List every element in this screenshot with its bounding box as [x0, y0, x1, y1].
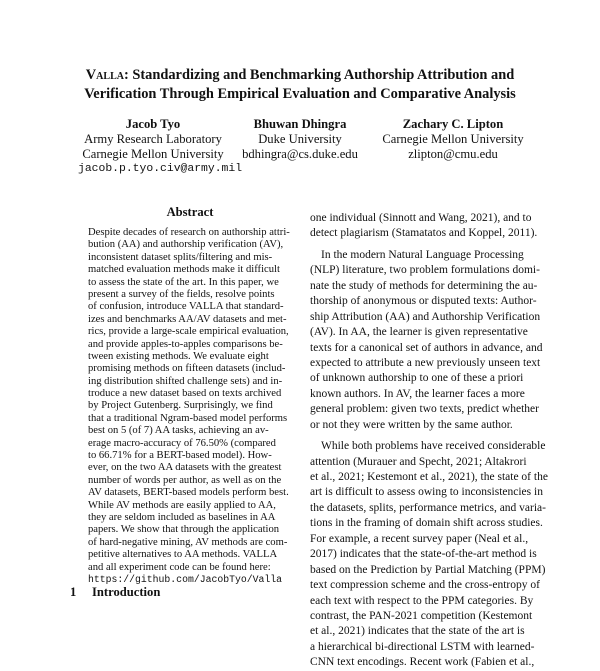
paragraph-line: (AV). In AA, the learner is given representative: [310, 326, 528, 339]
abstract-line: matched evaluation methods make it difficult: [88, 264, 280, 276]
paragraph-line: attention (Murauer and Specht, 2021; Altakrori: [310, 455, 527, 468]
paragraph-line: of unknown authorship to one of these a priori: [310, 372, 524, 385]
abstract-line: that a traditional Ngram-based model performs: [88, 412, 288, 424]
author-1: [78, 117, 243, 177]
paragraph-line: et al., 2021) indicates that the state of the art is: [310, 625, 525, 638]
paragraph-line: based on the Prediction by Partial Matching (PPM): [310, 563, 546, 576]
abstract-line: and all experiment code can be found here:: [88, 561, 271, 573]
paragraph-line: one individual (Sinnott and Wang, 2021), and to: [310, 212, 532, 224]
paragraph: [310, 248, 543, 433]
paragraph-line: text compression scheme and the cross-entropy of: [310, 579, 540, 592]
paper-title: [50, 66, 550, 104]
abstract-line: izes and benchmarks AA/AV datasets and met-: [88, 313, 287, 325]
abstract-line: and provide apples-to-apples comparisons be-: [88, 338, 283, 350]
title-line-1: [50, 66, 550, 85]
paragraph-line: detect plagiarism (Stamatatos and Koppel, 2011).: [310, 227, 538, 240]
title-system-name: Valla: [85, 67, 124, 83]
section-number: 1: [70, 585, 77, 599]
paragraph-line: For example, a recent survey paper (Neal et al.,: [310, 532, 529, 545]
paragraph-line: each text with respect to the PPM categories. By: [310, 594, 534, 607]
abstract-line: present a survey of the fields, resolve points: [88, 288, 275, 300]
abstract-line: bution (AA) and authorship verification (AV),: [88, 239, 284, 251]
paragraph-line: expected to attribute a new previously unseen text: [310, 356, 541, 369]
abstract-line: best on 5 (of 7) AA tasks, achieving an av-: [88, 425, 269, 437]
paragraph-line: nate the study of methods for determining the au-: [310, 279, 538, 292]
paragraph-line: (NLP) literature, two problem formulations domi-: [310, 264, 540, 277]
abstract-link[interactable]: https://github.com/JacobTyo/Valla: [88, 573, 283, 585]
abstract-line: rics, provide a large-scale empirical evaluation,: [88, 326, 289, 338]
section-heading: [70, 585, 160, 600]
abstract-line: While AV methods are easily applied to AA,: [88, 499, 276, 511]
author-affiliation: Duke University: [258, 132, 342, 146]
abstract-line: number of words per author, as well as on the: [88, 474, 282, 486]
author-email: bdhingra@cs.duke.edu: [242, 147, 358, 161]
paragraph-line: In the modern Natural Language Processing: [321, 248, 524, 261]
author-affiliation: Carnegie Mellon University: [382, 132, 524, 146]
abstract-body: [88, 227, 288, 586]
section-title: Introduction: [92, 585, 161, 599]
abstract-line: to 66.71% for a BERT-based model). How-: [88, 450, 272, 462]
author-3: [372, 117, 534, 162]
abstract-line: Despite decades of research on authorship attri-: [88, 227, 290, 238]
abstract-line: inconsistent dataset splits/filtering and mis-: [88, 251, 273, 263]
author-name: Jacob Tyo: [125, 117, 181, 131]
paragraph-line: CNN text encodings. Recent work (Fabien et al.,: [310, 656, 535, 669]
paragraph-line: ship Attribution (AA) and Authorship Verification: [310, 310, 541, 323]
abstract-line: ing distribution shifted challenge sets) and in-: [88, 375, 283, 387]
paragraph-line: thorship of anonymous or disputed texts: Author-: [310, 295, 537, 308]
abstract-line: of confusion, introduce VALLA that standard-: [88, 301, 284, 313]
author-2: [228, 117, 372, 162]
intro-body: [310, 211, 548, 671]
abstract-line: AV datasets, BERT-based models perform best.: [88, 487, 289, 499]
abstract-line: by Project Gutenberg. Surprisingly, we find: [88, 400, 273, 412]
paragraph-line: While both problems have received considerable: [321, 440, 546, 453]
abstract-line: ever, on the two AA datasets with the greatest: [88, 462, 282, 474]
paragraph: [310, 439, 548, 671]
paragraph-line: et al., 2021; Kestemont et al., 2021), the state of the: [310, 471, 548, 483]
abstract-line: papers. We show that through the application: [88, 524, 280, 536]
paragraph-line: or not they were written by the same author.: [310, 418, 513, 431]
author-email: jacob.p.tyo.civ@army.mil: [78, 163, 243, 175]
paragraph-line: tions in the framing of domain shift across studies.: [310, 517, 543, 530]
abstract-heading: Abstract: [166, 205, 214, 219]
author-name: Zachary C. Lipton: [402, 117, 504, 131]
author-affiliation: Army Research Laboratory: [84, 132, 222, 146]
paragraph: [310, 211, 538, 242]
abstract-line: of hard-negative mining, AV methods are com-: [88, 536, 288, 548]
author-email: zlipton@cmu.edu: [408, 147, 498, 161]
author-name: Bhuwan Dhingra: [253, 117, 347, 131]
abstract-line: petitive alternatives to AA methods. VALLA: [88, 549, 278, 561]
title-line-1-rest: : Standardizing and Benchmarking Authorship Attribution and: [123, 67, 515, 83]
paragraph-line: known authors. In AV, the learner faces a more: [310, 387, 525, 400]
author-block: [0, 117, 600, 177]
paragraph-line: contrast, the PAN-2021 competition (Kestemont: [310, 609, 533, 622]
paragraph-line: a hierarchical bi-directional LSTM with learned-: [310, 640, 535, 653]
paragraph-line: 2017) indicates that the state-of-the-art method is: [310, 548, 537, 561]
paragraph-line: general problem: given two texts, predict whether: [310, 403, 539, 416]
abstract-line: erage macro-accuracy of 76.50% (compared: [88, 437, 276, 449]
abstract-line: tween existing methods. We evaluate eight: [88, 350, 269, 362]
paragraph-line: the datasets, splits, performance metrics, and varia-: [310, 501, 546, 514]
title-line-2: Verification Through Empirical Evaluation and Comparative Analysis: [84, 86, 516, 102]
abstract-line: promising methods on fifteen datasets (includ-: [88, 363, 286, 375]
abstract-line: to assess the state of the art. In this paper, we: [88, 276, 279, 288]
paragraph-line: texts for a canonical set of authors in advance, and: [310, 341, 543, 354]
abstract-line: they are seldom included as baselines in AA: [88, 511, 276, 523]
author-affiliation: Carnegie Mellon University: [82, 147, 224, 161]
paragraph-line: art is difficult to assess owing to inconsistencies in: [310, 486, 543, 499]
abstract-line: troduce a new dataset based on texts archived: [88, 388, 282, 400]
